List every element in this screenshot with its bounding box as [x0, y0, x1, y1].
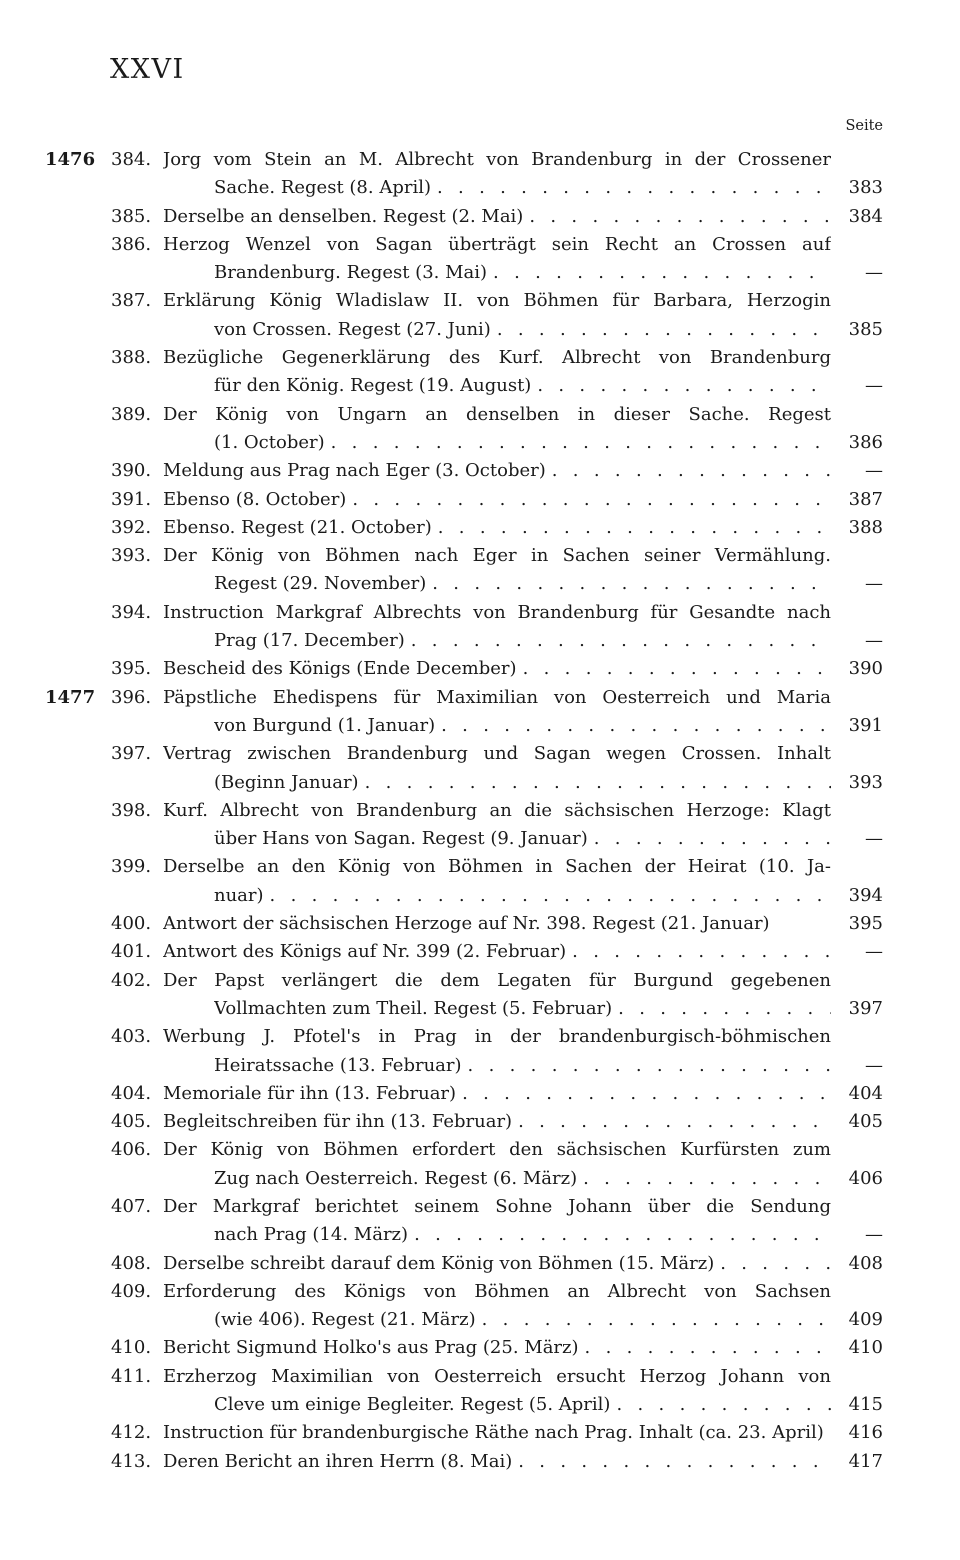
entry-text: Brandenburg. Regest (3. Mai): [214, 262, 488, 284]
entry-text-with-leader: [163, 1250, 831, 1278]
toc-line: [0, 457, 960, 485]
toc-line: [0, 740, 960, 768]
entry-text: für den König. Regest (19. August): [214, 375, 532, 397]
entry-number: 392.: [111, 516, 152, 538]
page-reference: 410: [848, 1337, 883, 1359]
entry-text: Deren Bericht an ihren Herrn (8. Mai): [163, 1450, 513, 1472]
page-reference: 417: [848, 1450, 883, 1472]
dot-leader: [577, 1165, 831, 1193]
page-reference: 386: [848, 431, 883, 453]
entry-text: Erzherzog Maximilian von Oesterreich ersucht Herzog Johann von: [163, 1365, 831, 1387]
page-reference: 415: [848, 1394, 883, 1416]
page-reference: 397: [848, 997, 883, 1019]
entry-number: 390.: [111, 460, 152, 482]
toc-line: [0, 995, 960, 1023]
page-reference: —: [865, 630, 883, 652]
entry-text: (1. October): [214, 431, 325, 453]
entry-number: 402.: [111, 969, 152, 991]
toc-line: [0, 655, 960, 683]
toc-line: [0, 1193, 960, 1221]
entry-number: 413.: [111, 1450, 152, 1472]
toc-entry: [0, 146, 960, 203]
toc-line: [0, 769, 960, 797]
toc-entry: [0, 542, 960, 599]
toc-line: [0, 599, 960, 627]
toc-entry: [0, 457, 960, 485]
entry-text: Herzog Wenzel von Sagan überträgt sein Recht an Crossen auf: [163, 233, 831, 255]
toc-entry: [0, 1136, 960, 1193]
toc-entry: [0, 1023, 960, 1080]
dot-leader: [346, 486, 831, 514]
page-reference: 404: [848, 1082, 883, 1104]
entry-text: Instruction Markgraf Albrechts von Brandenburg für Gesandte nach: [163, 601, 831, 623]
toc-line: [0, 938, 960, 966]
dot-leader: [359, 769, 831, 797]
entry-number: 396.: [111, 686, 152, 708]
dot-leader: [491, 316, 831, 344]
entry-text-with-leader: [214, 769, 831, 797]
page-reference: 406: [848, 1167, 883, 1189]
entry-text-with-leader: [163, 514, 831, 542]
toc-entry: [0, 1278, 960, 1335]
entry-text: Ebenso. Regest (21. October): [163, 516, 432, 538]
toc-entry: [0, 1080, 960, 1108]
entry-text-with-leader: [214, 316, 831, 344]
toc-line: [0, 1080, 960, 1108]
toc-entry: [0, 1363, 960, 1420]
page-reference: —: [865, 375, 883, 397]
dot-leader: [612, 995, 831, 1023]
toc-line: [0, 146, 960, 174]
toc-entry: [0, 938, 960, 966]
entry-text: Bezügliche Gegenerklärung des Kurf. Albrecht von Brandenburg: [163, 347, 831, 369]
toc-entry: [0, 655, 960, 683]
entry-text: Der König von Böhmen erfordert den sächsischen Kurfürsten zum: [163, 1139, 831, 1161]
toc-entry: [0, 910, 960, 938]
page-reference: —: [865, 460, 883, 482]
toc-line: [0, 344, 960, 372]
entry-number: 395.: [111, 658, 152, 680]
page-reference: 384: [848, 205, 883, 227]
dot-leader: [512, 1108, 831, 1136]
toc-line: [0, 570, 960, 598]
page-reference: —: [865, 262, 883, 284]
page-reference: 383: [848, 177, 883, 199]
entry-text: Ebenso (8. October): [163, 488, 347, 510]
entry-text: Prag (17. December): [214, 630, 405, 652]
entry-text-with-leader: [163, 1080, 831, 1108]
entry-number: 410.: [111, 1337, 152, 1359]
page-reference: —: [865, 573, 883, 595]
year-label: 1477: [45, 686, 96, 708]
page-reference: 388: [848, 516, 883, 538]
entry-text-with-leader: [163, 1334, 831, 1362]
toc-line: [0, 1278, 960, 1306]
toc-line: [0, 1334, 960, 1362]
toc-line: [0, 1250, 960, 1278]
toc-line: [0, 1221, 960, 1249]
entry-text: Meldung aus Prag nach Eger (3. October): [163, 460, 546, 482]
entry-text: Erklärung König Wladislaw II. von Böhmen für Barbara, Herzogin: [163, 290, 831, 312]
toc-line: [0, 1306, 960, 1334]
entry-text-with-leader: [214, 570, 831, 598]
page-reference: 390: [848, 658, 883, 680]
entry-number: 398.: [111, 799, 152, 821]
toc-line: [0, 429, 960, 457]
dot-leader: [523, 203, 831, 231]
entry-text: nach Prag (14. März): [214, 1224, 409, 1246]
entry-text: Derselbe an denselben. Regest (2. Mai): [163, 205, 524, 227]
toc-line: [0, 486, 960, 514]
entry-text-with-leader: [163, 910, 831, 938]
toc-line: [0, 882, 960, 910]
toc-entry: [0, 231, 960, 288]
entry-number: 394.: [111, 601, 152, 623]
entry-text: Heiratssache (13. Februar): [214, 1054, 462, 1076]
toc-entry: [0, 401, 960, 458]
page-reference: 409: [848, 1309, 883, 1331]
dot-leader: [531, 372, 831, 400]
entry-text-with-leader: [214, 995, 831, 1023]
entry-text: Zug nach Oesterreich. Regest (6. März): [214, 1167, 578, 1189]
entry-number: 385.: [111, 205, 152, 227]
entry-text-with-leader: [214, 1221, 831, 1249]
entry-text: Regest (29. November): [214, 573, 427, 595]
entry-text-with-leader: [214, 825, 831, 853]
entry-number: 403.: [111, 1026, 152, 1048]
page-reference: 408: [848, 1252, 883, 1274]
dot-leader: [264, 882, 831, 910]
entry-number: 391.: [111, 488, 152, 510]
toc-line: [0, 1165, 960, 1193]
entry-number: 407.: [111, 1195, 152, 1217]
entry-text-with-leader: [163, 457, 831, 485]
dot-leader: [431, 174, 831, 202]
entry-number: 389.: [111, 403, 152, 425]
page-reference: 391: [848, 714, 883, 736]
toc-line: [0, 316, 960, 344]
page-reference: —: [865, 1054, 883, 1076]
toc-line: [0, 287, 960, 315]
toc-line: [0, 1023, 960, 1051]
entry-number: 412.: [111, 1422, 152, 1444]
entry-text: Bescheid des Königs (Ende December): [163, 658, 517, 680]
toc-entry: [0, 684, 960, 741]
entry-number: 404.: [111, 1082, 152, 1104]
entry-text-with-leader: [214, 882, 831, 910]
toc-line: [0, 372, 960, 400]
entry-number: 409.: [111, 1280, 152, 1302]
entry-text: Jorg vom Stein an M. Albrecht von Brandenburg in der Crossener: [163, 149, 831, 170]
toc-line: [0, 259, 960, 287]
entry-text-with-leader: [163, 655, 831, 683]
toc-entry: [0, 1334, 960, 1362]
toc-line: [0, 203, 960, 231]
entry-text-with-leader: [163, 1108, 831, 1136]
dot-leader: [517, 655, 831, 683]
toc-line: [0, 825, 960, 853]
entry-text: über Hans von Sagan. Regest (9. Januar): [214, 828, 588, 850]
entry-text-with-leader: [214, 1306, 831, 1334]
toc-line: [0, 967, 960, 995]
entry-number: 411.: [111, 1365, 152, 1387]
toc-line: [0, 231, 960, 259]
year-label: 1476: [45, 149, 96, 170]
dot-leader: [408, 1221, 831, 1249]
entry-number: 401.: [111, 941, 152, 963]
toc-line: [0, 401, 960, 429]
toc-line: [0, 1108, 960, 1136]
toc-line: [0, 174, 960, 202]
entry-text: Kurf. Albrecht von Brandenburg an die sächsischen Herzoge: Klagt: [163, 799, 831, 821]
dot-leader: [435, 712, 831, 740]
entry-text-with-leader: [163, 203, 831, 231]
dot-leader: [426, 570, 831, 598]
entry-number: 406.: [111, 1139, 152, 1161]
toc-line: [0, 684, 960, 712]
entry-text: Bericht Sigmund Holko's aus Prag (25. März): [163, 1337, 579, 1359]
entry-text: Werbung J. Pfotel's in Prag in der brandenburgisch-böhmischen: [163, 1026, 831, 1048]
entry-text: Der König von Ungarn an denselben in dieser Sache. Regest: [163, 403, 831, 425]
dot-leader: [405, 627, 831, 655]
entry-text-with-leader: [214, 627, 831, 655]
dot-leader: [512, 1448, 831, 1476]
toc-line: [0, 1419, 960, 1447]
toc-entry: [0, 1193, 960, 1250]
entry-text: Der Markgraf berichtet seinem Sohne Johann über die Sendung: [163, 1195, 831, 1217]
toc-entry: [0, 797, 960, 854]
entry-text: Erforderung des Königs von Böhmen an Albrecht von Sachsen: [163, 1280, 831, 1302]
entry-text: Päpstliche Ehedispens für Maximilian von Oesterreich und Maria: [163, 686, 831, 708]
dot-leader: [588, 825, 831, 853]
toc-entry: [0, 1108, 960, 1136]
toc-entry: [0, 599, 960, 656]
toc-entry: [0, 203, 960, 231]
entry-number: 397.: [111, 743, 152, 765]
page-reference: 416: [848, 1422, 883, 1444]
entry-number: 388.: [111, 347, 152, 369]
toc-line: [0, 910, 960, 938]
entry-number: 400.: [111, 913, 152, 935]
dot-leader: [476, 1306, 831, 1334]
entry-text: Instruction für brandenburgische Räthe nach Prag. Inhalt (ca. 23. April): [163, 1422, 824, 1444]
toc-entry: [0, 1419, 960, 1447]
dot-leader: [714, 1250, 831, 1278]
entry-number: 405.: [111, 1111, 152, 1133]
entry-number: 384.: [111, 149, 152, 170]
toc-line: [0, 712, 960, 740]
entry-text: von Burgund (1. Januar): [214, 714, 436, 736]
entry-text-with-leader: [214, 712, 831, 740]
entry-text-with-leader: [214, 1391, 831, 1419]
seite-column-label: Seite: [845, 118, 883, 134]
toc-entry: [0, 344, 960, 401]
page-reference: 385: [848, 318, 883, 340]
page-reference: 387: [848, 488, 883, 510]
entry-text: nuar): [214, 884, 264, 906]
dot-leader: [610, 1391, 831, 1419]
dot-leader: [487, 259, 831, 287]
toc-entry: [0, 514, 960, 542]
toc-line: [0, 853, 960, 881]
table-of-contents: [0, 146, 960, 1476]
entry-text: Begleitschreiben für ihn (13. Februar): [163, 1111, 513, 1133]
entry-text: Antwort des Königs auf Nr. 399 (2. Februar): [163, 941, 567, 963]
entry-number: 399.: [111, 856, 152, 878]
entry-text: Der König von Böhmen nach Eger in Sachen seiner Vermählung.: [163, 545, 831, 567]
toc-entry: [0, 486, 960, 514]
toc-entry: [0, 287, 960, 344]
dot-leader: [325, 429, 831, 457]
entry-text: Derselbe an den König von Böhmen in Sachen der Heirat (10. Ja-: [163, 856, 831, 878]
entry-text-with-leader: [214, 259, 831, 287]
entry-text: Der Papst verlängert die dem Legaten für Burgund gegebenen: [163, 969, 831, 991]
toc-line: [0, 797, 960, 825]
entry-text-with-leader: [163, 486, 831, 514]
toc-line: [0, 1136, 960, 1164]
entry-number: 386.: [111, 233, 152, 255]
page-reference: —: [865, 828, 883, 850]
toc-line: [0, 514, 960, 542]
dot-leader: [462, 1052, 831, 1080]
toc-line: [0, 542, 960, 570]
entry-text: von Crossen. Regest (27. Juni): [214, 318, 491, 340]
entry-text: Sache. Regest (8. April): [214, 177, 431, 199]
toc-line: [0, 1052, 960, 1080]
toc-entry: [0, 1448, 960, 1476]
toc-entry: [0, 853, 960, 910]
toc-line: [0, 1363, 960, 1391]
entry-text: Vertrag zwischen Brandenburg und Sagan wegen Crossen. Inhalt: [163, 743, 831, 765]
dot-leader: [456, 1080, 831, 1108]
entry-text-with-leader: [163, 938, 831, 966]
dot-leader: [432, 514, 831, 542]
entry-text: (Beginn Januar): [214, 771, 359, 793]
page-reference: 394: [848, 884, 883, 906]
entry-text-with-leader: [163, 1419, 831, 1447]
toc-entry: [0, 1250, 960, 1278]
page-number-roman: XXVI: [110, 54, 185, 85]
entry-text: Derselbe schreibt darauf dem König von Böhmen (15. März): [163, 1252, 715, 1274]
page-reference: 405: [848, 1111, 883, 1133]
entry-text-with-leader: [163, 1448, 831, 1476]
toc-line: [0, 1448, 960, 1476]
entry-text-with-leader: [214, 429, 831, 457]
entry-text: (wie 406). Regest (21. März): [214, 1309, 476, 1331]
entry-text: Antwort der sächsischen Herzoge auf Nr. 398. Regest (21. Januar): [163, 913, 770, 935]
entry-text-with-leader: [214, 1165, 831, 1193]
entry-text-with-leader: [214, 174, 831, 202]
toc-line: [0, 1391, 960, 1419]
entry-text: Memoriale für ihn (13. Februar): [163, 1082, 457, 1104]
page-reference: 393: [848, 771, 883, 793]
page-reference: —: [865, 1224, 883, 1246]
dot-leader: [566, 938, 831, 966]
toc-entry: [0, 740, 960, 797]
entry-text: Vollmachten zum Theil. Regest (5. Februar): [214, 997, 613, 1019]
entry-text: Cleve um einige Begleiter. Regest (5. April): [214, 1394, 611, 1416]
dot-leader: [579, 1334, 831, 1362]
entry-text-with-leader: [214, 372, 831, 400]
toc-line: [0, 627, 960, 655]
page-reference: —: [865, 941, 883, 963]
dot-leader: [546, 457, 831, 485]
toc-entry: [0, 967, 960, 1024]
entry-text-with-leader: [214, 1052, 831, 1080]
entry-number: 387.: [111, 290, 152, 312]
entry-number: 393.: [111, 545, 152, 567]
entry-number: 408.: [111, 1252, 152, 1274]
page-reference: 395: [848, 913, 883, 935]
